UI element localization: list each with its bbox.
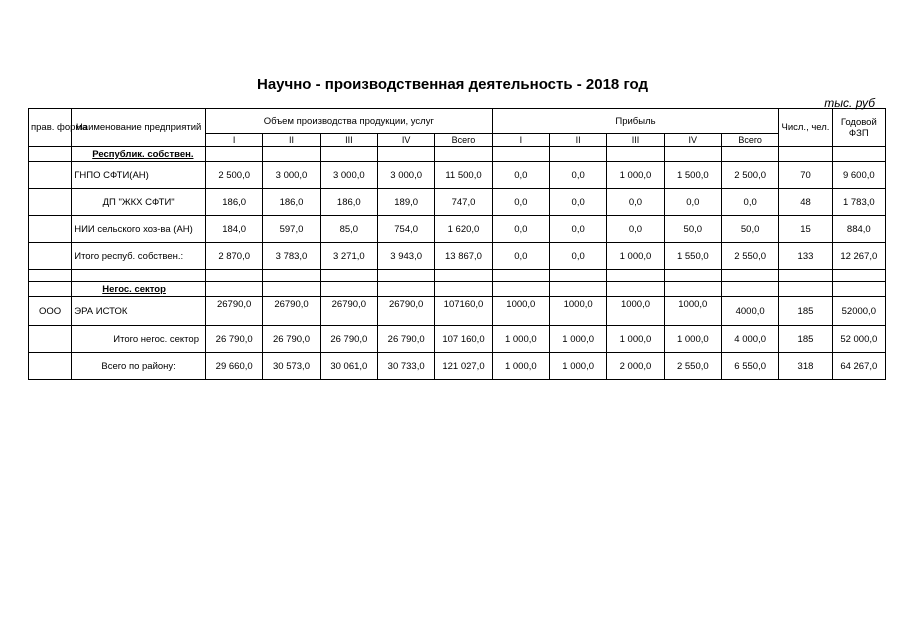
subtotal-label: Итого респуб. собствен.:	[72, 243, 206, 270]
profit-cell: 2 000,0	[607, 353, 664, 380]
report-table	[28, 108, 886, 380]
headcount-cell: 133	[779, 243, 832, 270]
headcount-cell: 185	[779, 297, 832, 326]
profit-q4-header: IV	[664, 134, 721, 147]
profit-cell: 2 550,0	[664, 353, 721, 380]
profit-total-header: Всего	[721, 134, 778, 147]
profit-total-cell: 2 500,0	[721, 162, 778, 189]
volume-cell: 26790,0	[320, 297, 377, 326]
volume-cell: 3 783,0	[263, 243, 320, 270]
profit-cell: 1000,0	[664, 297, 721, 326]
profit-cell: 0,0	[492, 189, 549, 216]
table-row	[29, 297, 886, 326]
volume-q2-header: II	[263, 134, 320, 147]
profit-cell: 1 000,0	[492, 326, 549, 353]
volume-cell: 3 271,0	[320, 243, 377, 270]
profit-cell: 0,0	[549, 162, 606, 189]
enterprise-name-header: Наименование предприятий	[72, 109, 206, 147]
headcount-cell: 48	[779, 189, 832, 216]
volume-cell: 26 790,0	[320, 326, 377, 353]
volume-cell: 29 660,0	[206, 353, 263, 380]
profit-total-cell: 0,0	[721, 189, 778, 216]
page-title: Научно - производственная деятельность - 2018 год	[257, 76, 648, 93]
volume-cell: 30 573,0	[263, 353, 320, 380]
units-label: тыс. руб	[824, 96, 875, 110]
profit-cell: 0,0	[492, 162, 549, 189]
volume-total-cell: 1 620,0	[435, 216, 492, 243]
volume-cell: 30 733,0	[377, 353, 434, 380]
payroll-cell: 884,0	[832, 216, 885, 243]
table-row	[29, 162, 886, 189]
spacer-row	[29, 270, 886, 282]
legal-form-cell: ООО	[29, 297, 72, 326]
headcount-cell: 318	[779, 353, 832, 380]
profit-cell: 1000,0	[549, 297, 606, 326]
volume-cell: 189,0	[377, 189, 434, 216]
grand-total-row	[29, 353, 886, 380]
subtotal-row	[29, 326, 886, 353]
profit-cell: 0,0	[492, 243, 549, 270]
payroll-cell: 1 783,0	[832, 189, 885, 216]
profit-cell: 1 550,0	[664, 243, 721, 270]
enterprise-name-cell: НИИ сельского хоз-ва (АН)	[72, 216, 206, 243]
volume-q1-header: I	[206, 134, 263, 147]
volume-cell: 2 500,0	[206, 162, 263, 189]
headcount-cell: 70	[779, 162, 832, 189]
volume-header: Объем производства продукции, услуг	[206, 109, 493, 134]
profit-header: Прибыль	[492, 109, 779, 134]
profit-cell: 50,0	[664, 216, 721, 243]
profit-cell: 1000,0	[492, 297, 549, 326]
volume-cell: 3 000,0	[263, 162, 320, 189]
payroll-cell: 9 600,0	[832, 162, 885, 189]
profit-total-cell: 50,0	[721, 216, 778, 243]
volume-cell: 26790,0	[206, 297, 263, 326]
profit-cell: 1 000,0	[607, 162, 664, 189]
volume-total-cell: 107 160,0	[435, 326, 492, 353]
volume-cell: 26 790,0	[377, 326, 434, 353]
payroll-cell: 52000,0	[832, 297, 885, 326]
volume-cell: 597,0	[263, 216, 320, 243]
subtotal-row	[29, 243, 886, 270]
section-row	[29, 282, 886, 297]
profit-cell: 1000,0	[607, 297, 664, 326]
volume-total-cell: 107160,0	[435, 297, 492, 326]
profit-total-cell: 2 550,0	[721, 243, 778, 270]
volume-cell: 754,0	[377, 216, 434, 243]
subtotal-label: Итого негос. сектор	[72, 326, 206, 353]
profit-cell: 0,0	[664, 189, 721, 216]
volume-total-cell: 747,0	[435, 189, 492, 216]
profit-q2-header: II	[549, 134, 606, 147]
volume-cell: 186,0	[206, 189, 263, 216]
legal-form-header: прав. форма	[29, 109, 72, 147]
legal-form-cell	[29, 216, 72, 243]
volume-cell: 85,0	[320, 216, 377, 243]
section-label: Негос. сектор	[72, 282, 206, 297]
volume-cell: 184,0	[206, 216, 263, 243]
headcount-cell: 185	[779, 326, 832, 353]
headcount-header: Числ., чел.	[779, 109, 832, 147]
profit-cell: 1 000,0	[607, 326, 664, 353]
volume-cell: 26790,0	[263, 297, 320, 326]
section-label: Республик. собствен.	[72, 147, 206, 162]
profit-total-cell: 4000,0	[721, 297, 778, 326]
grand-total-label: Всего по району:	[72, 353, 206, 380]
profit-cell: 1 000,0	[549, 353, 606, 380]
enterprise-name-cell: ЭРА ИСТОК	[72, 297, 206, 326]
volume-q3-header: III	[320, 134, 377, 147]
volume-total-cell: 13 867,0	[435, 243, 492, 270]
table-row	[29, 189, 886, 216]
profit-cell: 0,0	[492, 216, 549, 243]
payroll-cell: 52 000,0	[832, 326, 885, 353]
profit-cell: 1 000,0	[664, 326, 721, 353]
volume-cell: 26 790,0	[263, 326, 320, 353]
profit-cell: 0,0	[607, 216, 664, 243]
profit-cell: 0,0	[607, 189, 664, 216]
profit-cell: 1 000,0	[607, 243, 664, 270]
volume-total-cell: 121 027,0	[435, 353, 492, 380]
table-row	[29, 216, 886, 243]
volume-cell: 26 790,0	[206, 326, 263, 353]
volume-cell: 26790,0	[377, 297, 434, 326]
profit-q1-header: I	[492, 134, 549, 147]
profit-cell: 0,0	[549, 243, 606, 270]
profit-cell: 0,0	[549, 189, 606, 216]
profit-q3-header: III	[607, 134, 664, 147]
volume-cell: 30 061,0	[320, 353, 377, 380]
legal-form-cell	[29, 162, 72, 189]
section-row	[29, 147, 886, 162]
profit-total-cell: 6 550,0	[721, 353, 778, 380]
enterprise-name-cell: ГНПО СФТИ(АН)	[72, 162, 206, 189]
volume-cell: 3 943,0	[377, 243, 434, 270]
profit-cell: 0,0	[549, 216, 606, 243]
volume-total-cell: 11 500,0	[435, 162, 492, 189]
payroll-cell: 12 267,0	[832, 243, 885, 270]
profit-cell: 1 500,0	[664, 162, 721, 189]
profit-total-cell: 4 000,0	[721, 326, 778, 353]
volume-cell: 3 000,0	[320, 162, 377, 189]
legal-form-cell	[29, 189, 72, 216]
volume-cell: 186,0	[320, 189, 377, 216]
enterprise-name-cell: ДП "ЖКХ СФТИ"	[72, 189, 206, 216]
volume-q4-header: IV	[377, 134, 434, 147]
volume-cell: 3 000,0	[377, 162, 434, 189]
profit-cell: 1 000,0	[549, 326, 606, 353]
headcount-cell: 15	[779, 216, 832, 243]
payroll-cell: 64 267,0	[832, 353, 885, 380]
annual-payroll-header: Годовой ФЗП	[832, 109, 885, 147]
volume-cell: 2 870,0	[206, 243, 263, 270]
volume-total-header: Всего	[435, 134, 492, 147]
volume-cell: 186,0	[263, 189, 320, 216]
profit-cell: 1 000,0	[492, 353, 549, 380]
